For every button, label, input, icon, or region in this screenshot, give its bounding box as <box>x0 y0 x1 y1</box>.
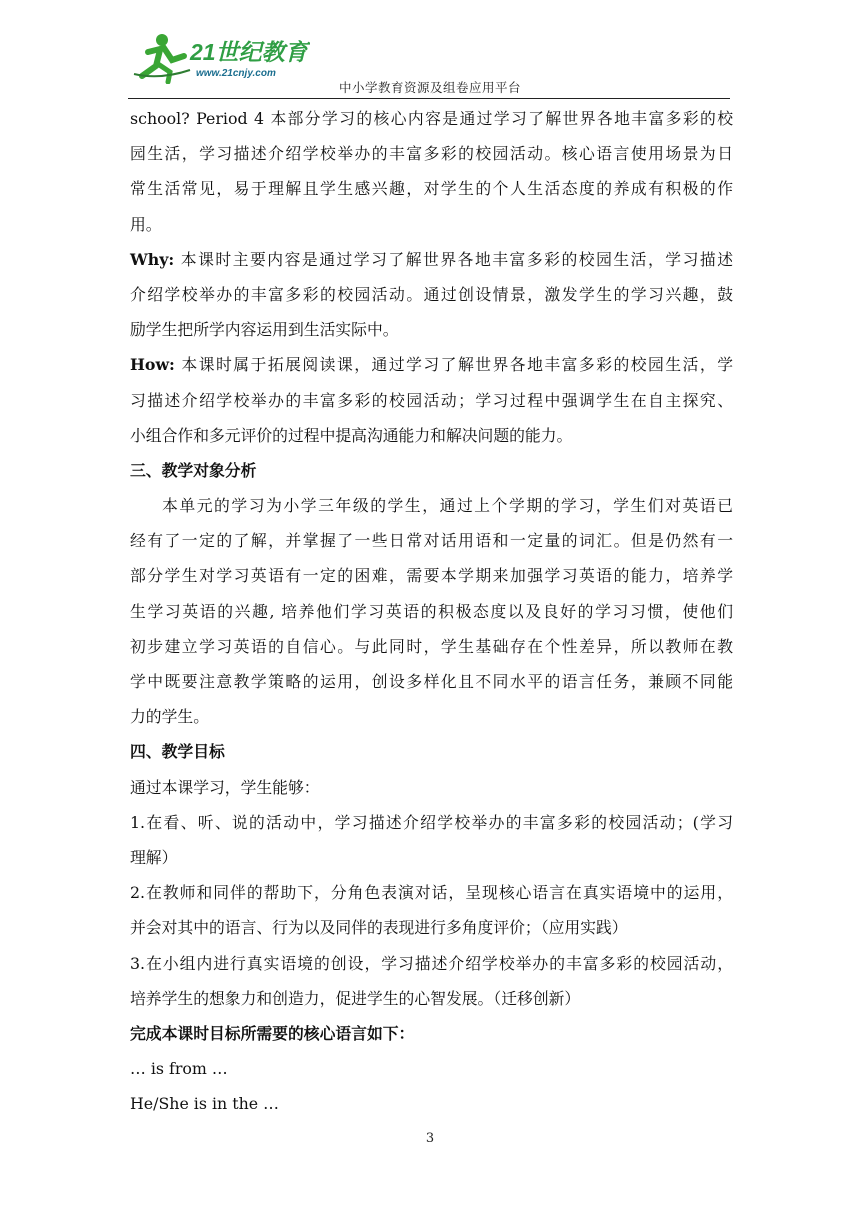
paragraph-line: 园生活，学习描述介绍学校举办的丰富多彩的校园活动。核心语言使用场景为日 <box>130 144 733 164</box>
paragraph-line: 通过本课学习，学生能够： <box>130 777 320 797</box>
paragraph-line: 习描述介绍学校举办的丰富多彩的校园活动；学习过程中强调学生在自主探究、 <box>130 390 733 410</box>
paragraph-line: 小组合作和多元评价的过程中提高沟通能力和解决问题的能力。 <box>130 425 573 445</box>
paragraph-line: 励学生把所学内容运用到生活实际中。 <box>130 320 399 340</box>
how-label: How: <box>130 355 175 375</box>
core-language-heading: 完成本课时目标所需要的核心语言如下： <box>130 1023 415 1043</box>
running-figure-icon <box>134 34 190 82</box>
how-line <box>130 350 733 380</box>
goal-line: 理解） <box>130 847 178 867</box>
paragraph-line: 部分学生对学习英语有一定的困难，需要本学期来加强学习英语的能力，培养学 <box>130 566 733 586</box>
paragraph-line: 力的学生。 <box>130 707 209 727</box>
paragraph-line: 初步建立学习英语的自信心。与此同时，学生基础存在个性差异，所以教师在教 <box>130 636 733 656</box>
logo-text: 21世纪教育 <box>190 39 308 65</box>
how-text: 本课时属于拓展阅读课，通过学习了解世界各地丰富多彩的校园生活，学 <box>174 355 733 375</box>
goal-line: 并会对其中的语言、行为以及同伴的表现进行多角度评价；（应用实践） <box>130 918 628 938</box>
section-heading: 四、教学目标 <box>130 742 225 762</box>
platform-name: 中小学教育资源及组卷应用平台 <box>338 80 521 95</box>
paragraph-line: 介绍学校举办的丰富多彩的校园活动。通过创设情景，激发学生的学习兴趣，鼓 <box>130 284 733 304</box>
core-language-item: He/She is in the … <box>130 1094 279 1114</box>
why-label: Why: <box>130 249 175 269</box>
header-divider <box>128 98 730 99</box>
paragraph-line: 经有了一定的了解，并掌握了一些日常对话用语和一定量的词汇。但是仍然有一 <box>130 531 733 551</box>
document-body <box>130 104 733 1119</box>
goal-line: 培养学生的想象力和创造力，促进学生的心智发展。（迁移创新） <box>130 988 581 1008</box>
page-number: 3 <box>425 1131 435 1146</box>
paragraph-line: 生学习英语的兴趣, 培养他们学习英语的积极态度以及良好的学习习惯，使他们 <box>130 601 733 621</box>
core-language-item: … is from … <box>130 1059 228 1079</box>
logo-url: www.21cnjy.com <box>196 68 276 79</box>
goal-line: 3.在小组内进行真实语境的创设，学习描述介绍学校举办的丰富多彩的校园活动， <box>130 953 733 973</box>
paragraph-line: 本单元的学习为小学三年级的学生，通过上个学期的学习，学生们对英语已 <box>162 496 733 516</box>
paragraph-line: school? Period 4 本部分学习的核心内容是通过学习了解世界各地丰富多彩的校 <box>130 109 733 128</box>
goal-line: 2.在教师和同伴的帮助下，分角色表演对话，呈现核心语言在真实语境中的运用， <box>130 883 733 903</box>
21cnjy-logo <box>130 30 310 84</box>
paragraph-line: 用。 <box>130 214 162 234</box>
section-heading: 三、教学对象分析 <box>130 460 257 480</box>
why-line <box>130 245 733 275</box>
paragraph-line: 常生活常见，易于理解且学生感兴趣，对学生的个人生活态度的养成有积极的作 <box>130 179 733 199</box>
why-text: 本课时主要内容是通过学习了解世界各地丰富多彩的校园生活，学习描述 <box>174 249 733 269</box>
page-header <box>0 0 860 100</box>
paragraph-line: 学中既要注意教学策略的运用，创设多样化且不同水平的语言任务，兼顾不同能 <box>130 672 733 691</box>
goal-line: 1.在看、听、说的活动中，学习描述介绍学校举办的丰富多彩的校园活动；(学习 <box>130 812 733 832</box>
